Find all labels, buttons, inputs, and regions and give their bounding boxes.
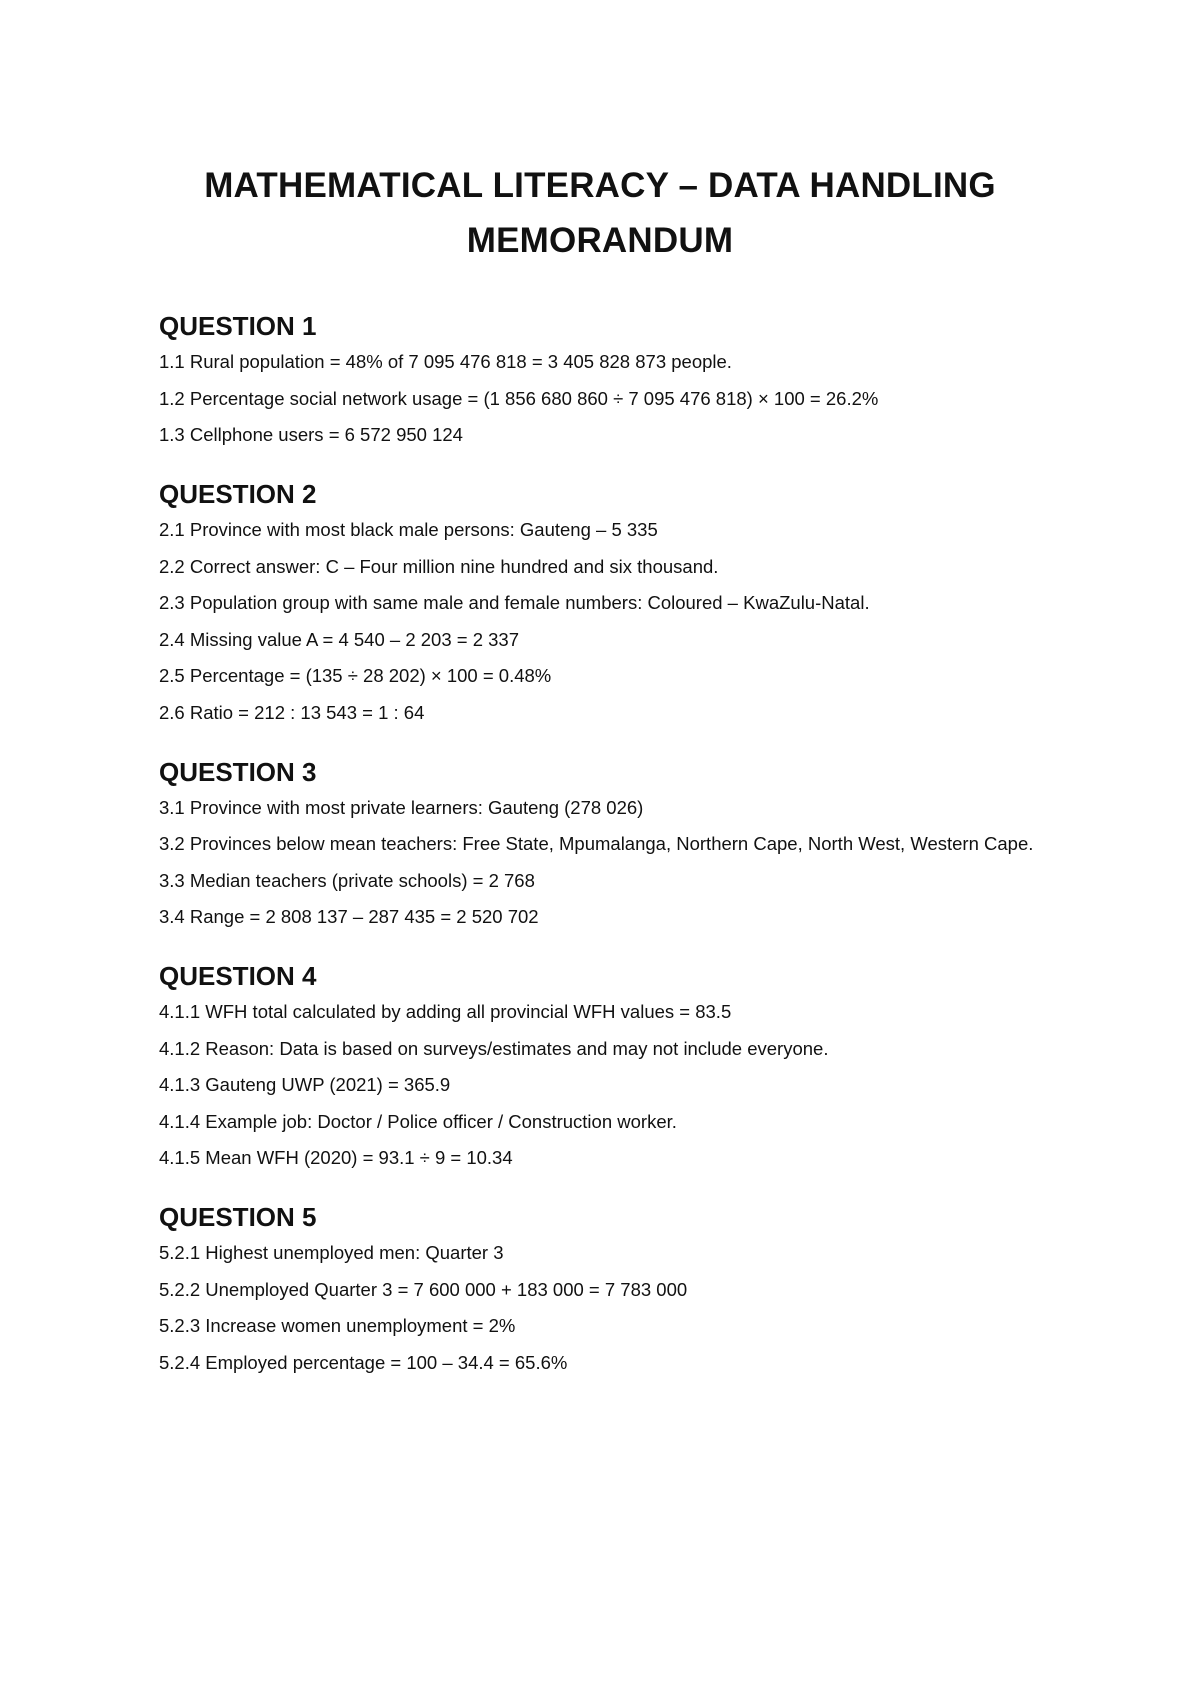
- answer-1-1: 1.1 Rural population = 48% of 7 095 476 818 = 3 405 828 873 people.: [159, 351, 732, 372]
- answer-2-1: 2.1 Province with most black male persons: Gauteng – 5 335: [159, 519, 658, 540]
- answer-4-1-1: 4.1.1 WFH total calculated by adding all provincial WFH values = 83.5: [159, 1001, 732, 1022]
- question-4-section: [159, 958, 1039, 1170]
- answer-1-2: 1.2 Percentage social network usage = (1 856 680 860 ÷ 7 095 476 818) × 100 = 26.2%: [159, 387, 879, 409]
- question-2-heading: QUESTION 2: [159, 479, 317, 509]
- answer-2-3: 2.3 Population group with same male and female numbers: Coloured – KwaZulu-Natal.: [159, 592, 870, 613]
- answer-4-1-5: 4.1.5 Mean WFH (2020) = 93.1 ÷ 9 = 10.34: [159, 1147, 513, 1168]
- answer-2-6: 2.6 Ratio = 212 : 13 543 = 1 : 64: [159, 701, 425, 723]
- answer-5-2-3: 5.2.3 Increase women unemployment = 2%: [159, 1315, 516, 1336]
- answer-2-5: 2.5 Percentage = (135 ÷ 28 202) × 100 = 0.48%: [159, 665, 552, 686]
- answer-1-3: 1.3 Cellphone users = 6 572 950 124: [159, 424, 463, 445]
- question-1-heading: QUESTION 1: [159, 311, 317, 341]
- title-line-1: MATHEMATICAL LITERACY – DATA HANDLING: [204, 166, 996, 205]
- question-5-heading: QUESTION 5: [159, 1202, 317, 1232]
- question-4-heading: QUESTION 4: [159, 961, 317, 991]
- answer-2-4: 2.4 Missing value A = 4 540 – 2 203 = 2 337: [159, 628, 519, 650]
- memorandum-content: [159, 308, 1039, 1375]
- answer-3-3: 3.3 Median teachers (private schools) = 2 768: [159, 869, 535, 891]
- answer-4-1-4: 4.1.4 Example job: Doctor / Police officer / Construction worker.: [159, 1110, 677, 1132]
- question-3-heading: QUESTION 3: [159, 756, 317, 787]
- question-5-section: [159, 1199, 1039, 1375]
- title-line-2: MEMORANDUM: [466, 221, 734, 260]
- answer-2-2: 2.2 Correct answer: C – Four million nine hundred and six thousand.: [159, 555, 719, 577]
- answer-4-1-3: 4.1.3 Gauteng UWP (2021) = 365.9: [159, 1074, 451, 1095]
- question-1-section: [159, 308, 1039, 447]
- answer-5-2-2: 5.2.2 Unemployed Quarter 3 = 7 600 000 + 183 000 = 7 783 000: [159, 1278, 688, 1300]
- question-3-section: [159, 754, 1039, 930]
- answer-4-1-2: 4.1.2 Reason: Data is based on surveys/estimates and may not include everyone.: [159, 1037, 829, 1059]
- answer-5-2-4: 5.2.4 Employed percentage = 100 – 34.4 = 65.6%: [159, 1351, 568, 1373]
- answer-3-4: 3.4 Range = 2 808 137 – 287 435 = 2 520 702: [159, 906, 539, 927]
- answer-3-1: 3.1 Province with most private learners: Gauteng (278 026): [159, 796, 644, 818]
- question-2-section: [159, 476, 1039, 725]
- document-title: [0, 158, 1200, 268]
- answer-5-2-1: 5.2.1 Highest unemployed men: Quarter 3: [159, 1242, 504, 1263]
- answer-3-2: 3.2 Provinces below mean teachers: Free State, Mpumalanga, Northern Cape, North West, Western Cape.: [159, 833, 1034, 854]
